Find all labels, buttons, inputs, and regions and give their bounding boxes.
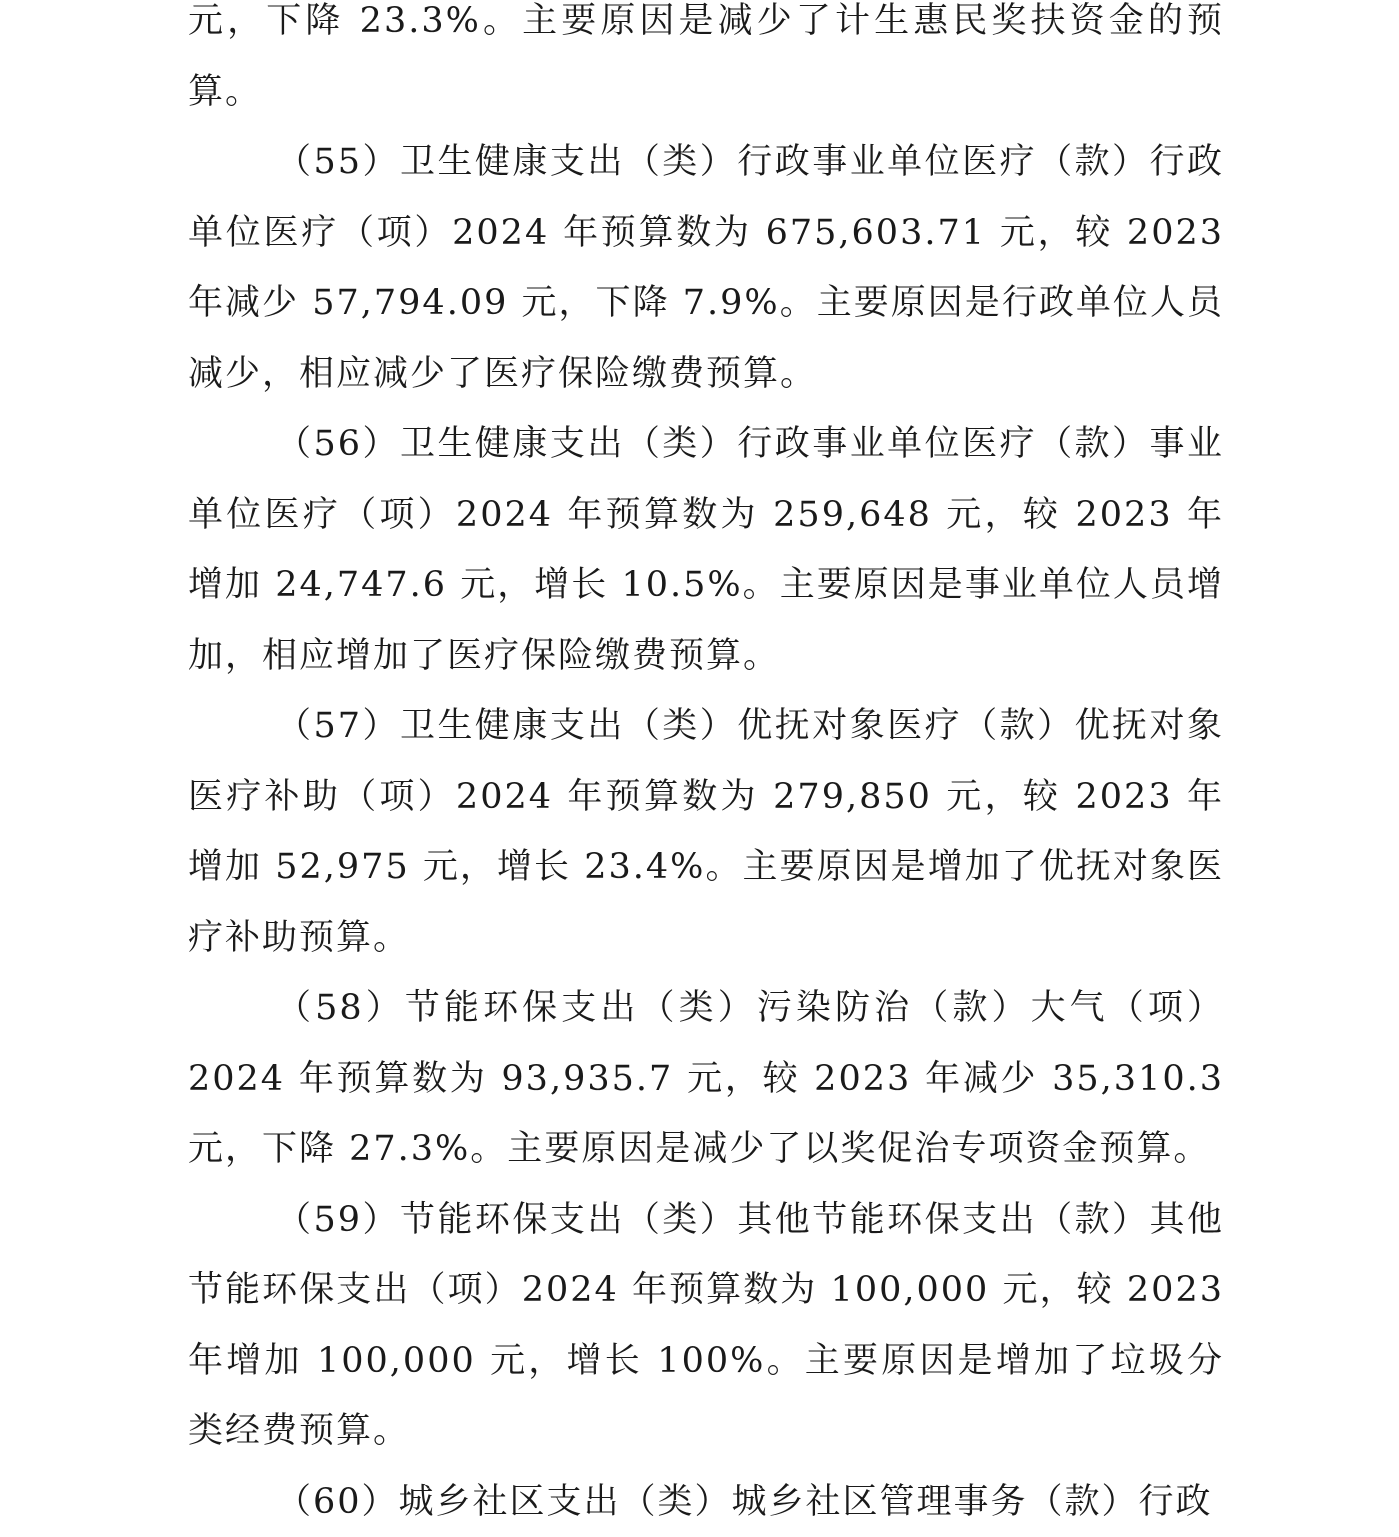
paragraph-55: （55）卫生健康支出（类）行政事业单位医疗（款）行政单位医疗（项）2024 年预算数为 675,603.71 元，较 2023 年减少 57,794.09 元，下降 7.9%。主要原因是行政单位人员减少，相应减少了医疗保险缴费预算。	[188, 127, 1224, 409]
document-body	[188, 0, 1224, 1537]
paragraph-54-tail: 元，下降 23.3%。主要原因是减少了计生惠民奖扶资金的预算。	[188, 0, 1224, 127]
paragraph-57: （57）卫生健康支出（类）优抚对象医疗（款）优抚对象医疗补助（项）2024 年预算数为 279,850 元，较 2023 年增加 52,975 元，增长 23.4%。主要原因是增加了优抚对象医疗补助预算。	[188, 691, 1224, 973]
paragraph-56: （56）卫生健康支出（类）行政事业单位医疗（款）事业单位医疗（项）2024 年预算数为 259,648 元，较 2023 年增加 24,747.6 元，增长 10.5%。主要原因是事业单位人员增加，相应增加了医疗保险缴费预算。	[188, 409, 1224, 691]
paragraph-59: （59）节能环保支出（类）其他节能环保支出（款）其他节能环保支出（项）2024 年预算数为 100,000 元，较 2023 年增加 100,000 元，增长 100%。主要原因是增加了垃圾分类经费预算。	[188, 1185, 1224, 1467]
paragraph-58: （58）节能环保支出（类）污染防治（款）大气（项）2024 年预算数为 93,935.7 元，较 2023 年减少 35,310.3 元，下降 27.3%。主要原因是减少了以奖促治专项资金预算。	[188, 973, 1224, 1185]
paragraph-60-head: （60）城乡社区支出（类）城乡社区管理事务（款）行政	[188, 1467, 1224, 1537]
